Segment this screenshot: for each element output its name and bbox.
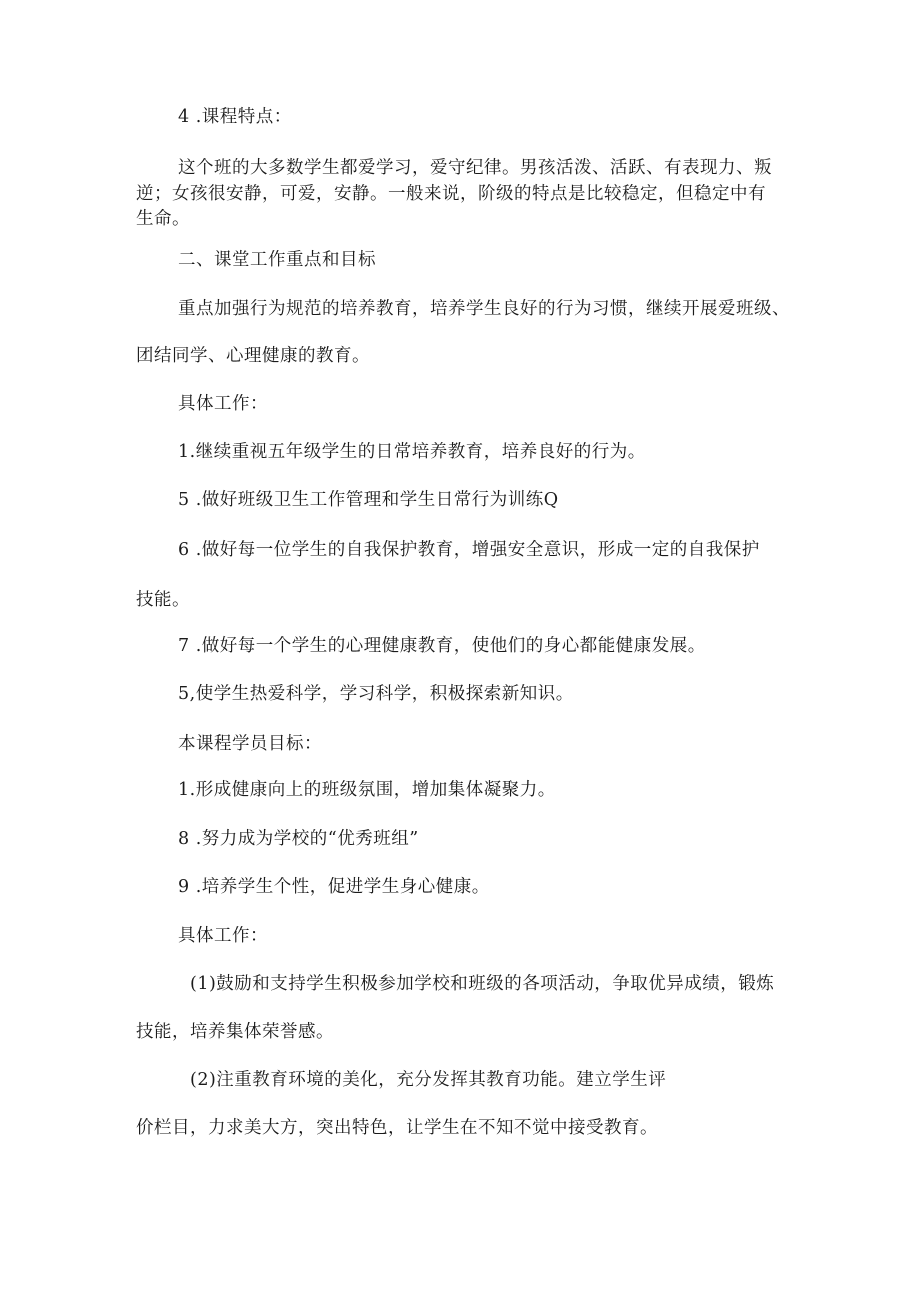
list-item-work-5b: 5,使学生热爱科学，学习科学，积极探索新知识。 bbox=[178, 684, 574, 704]
subheading-specific-work: 具体工作： bbox=[178, 394, 268, 414]
list-item-activity-1-line-2: 技能，培养集体荣誉感。 bbox=[136, 1022, 334, 1042]
list-item-work-6-line-2: 技能。 bbox=[136, 590, 190, 610]
subheading-specific-work-2: 具体工作： bbox=[178, 926, 268, 946]
list-item-goal-8: 8 .努力成为学校的“优秀班组” bbox=[178, 829, 419, 849]
list-item-goal-1: 1.形成健康向上的班级氛围，增加集体凝聚力。 bbox=[178, 780, 556, 800]
list-item-work-5: 5 .做好班级卫生工作管理和学生日常行为训练Q bbox=[178, 490, 559, 510]
section-heading-focus-goals: 二、课堂工作重点和目标 bbox=[178, 250, 376, 270]
list-item-activity-2-line-1: (2)注重教育环境的美化，充分发挥其教育功能。建立学生评 bbox=[190, 1070, 667, 1090]
list-item-activity-1-line-1: (1)鼓励和支持学生积极参加学校和班级的各项活动，争取优异成绩，锻炼 bbox=[190, 974, 775, 994]
paragraph-focus-line-1: 重点加强行为规范的培养教育，培养学生良好的行为习惯，继续开展爱班级、 bbox=[178, 299, 790, 319]
subheading-student-goals: 本课程学员目标： bbox=[178, 734, 322, 754]
list-item-activity-2-line-2: 价栏目，力求美大方，突出特色，让学生在不知不觉中接受教育。 bbox=[136, 1118, 658, 1138]
list-item-work-7: 7 .做好每一个学生的心理健康教育，使他们的身心都能健康发展。 bbox=[178, 636, 706, 656]
list-item-work-6-line-1: 6 .做好每一位学生的自我保护教育，增强安全意识，形成一定的自我保护 bbox=[178, 540, 760, 560]
paragraph-focus-line-2: 团结同学、心理健康的教育。 bbox=[136, 346, 370, 366]
paragraph-class-description-line-2: 逆；女孩很安静，可爱，安静。一般来说，阶级的特点是比较稳定，但稳定中有 bbox=[136, 184, 766, 204]
list-item-work-1: 1.继续重视五年级学生的日常培养教育，培养良好的行为。 bbox=[178, 442, 646, 462]
paragraph-class-description-line-1: 这个班的大多数学生都爱学习，爱守纪律。男孩活泼、活跃、有表现力、叛 bbox=[178, 158, 772, 178]
heading-course-features: 4 .课程特点： bbox=[178, 107, 292, 127]
list-item-goal-9: 9 .培养学生个性，促进学生身心健康。 bbox=[178, 877, 490, 897]
paragraph-class-description-line-3: 生命。 bbox=[136, 209, 190, 229]
